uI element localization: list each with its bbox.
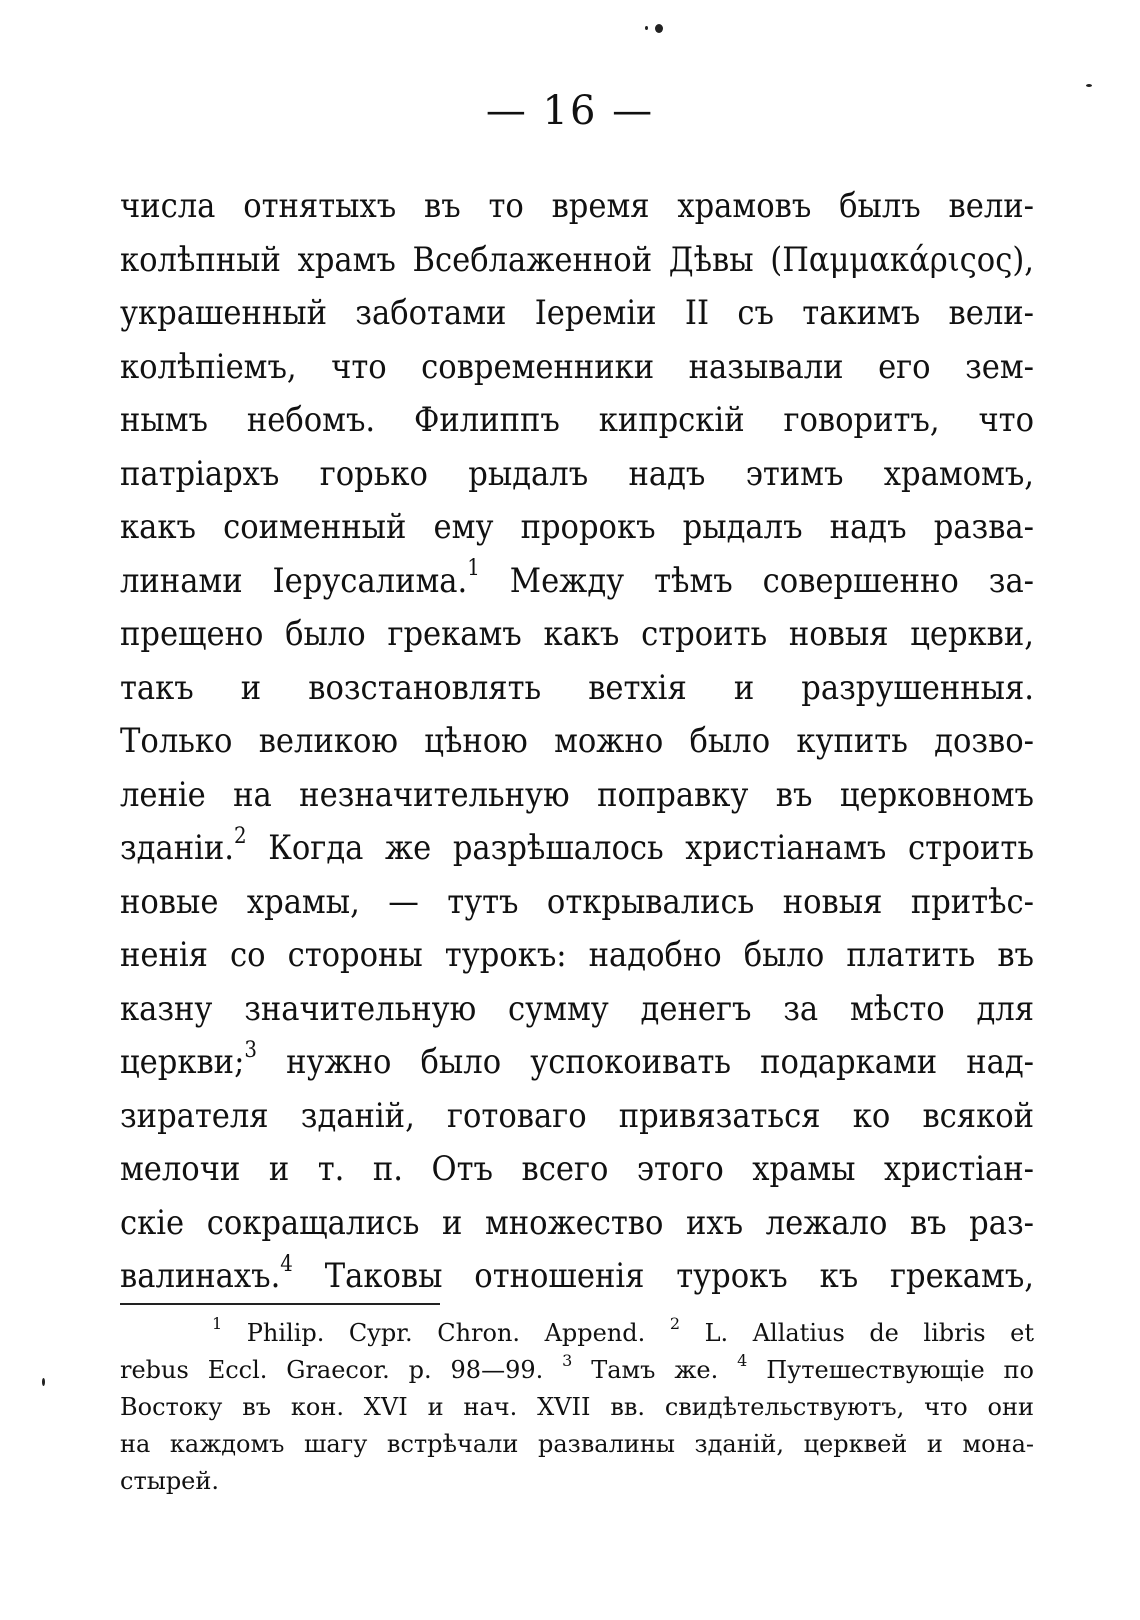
text-line <box>120 555 1034 609</box>
footnote-text: L. Allatius de libris et <box>680 1319 1034 1347</box>
main-text <box>120 180 1034 1304</box>
footnote-divider <box>120 1303 440 1305</box>
text-line: числа отнятыхъ въ то время храмовъ былъ вели- <box>120 186 1034 226</box>
footnote-marker: 4 <box>737 1352 748 1370</box>
footnote-marker: 1 <box>212 1315 223 1333</box>
page-number: — 16 — <box>485 88 655 134</box>
text-line <box>120 822 1034 876</box>
ink-speck <box>1086 84 1092 87</box>
text-segment: линами Іерусалима. <box>120 560 468 601</box>
text-line: мелочи и т. п. Отъ всего этого храмы христіан- <box>120 1149 1034 1189</box>
footnote-text: rebus Eccl. Graecor. p. 98—99. <box>120 1356 563 1384</box>
text-line <box>120 1036 1034 1090</box>
footnote-marker: 3 <box>562 1352 573 1370</box>
text-segment: Между тѣмъ совершенно за- <box>479 560 1034 601</box>
footnote-line: Востоку въ кон. XVI и нач. XVII вв. свидѣтельствуютъ, что они <box>120 1393 1034 1421</box>
text-segment: Таковы отношенія турокъ къ грекамъ, <box>292 1256 1034 1296</box>
text-line: ненія со стороны турокъ: надобно было платить въ <box>120 935 1034 975</box>
footnote-ref: 1 <box>467 556 480 582</box>
text-line <box>120 1250 1034 1304</box>
text-segment: зданіи. <box>120 828 235 868</box>
text-segment: валинахъ. <box>120 1256 281 1296</box>
text-line: леніе на незначительную поправку въ церковномъ <box>120 774 1034 815</box>
text-line: колѣпіемъ, что современники называли его зем- <box>120 346 1034 387</box>
text-line: зирателя зданій, готоваго привязаться ко всякой <box>120 1095 1034 1136</box>
text-line: прещено было грекамъ какъ строить новыя церкви, <box>120 614 1034 654</box>
footnote-text: Путешествующіе по <box>747 1356 1034 1384</box>
footnote-ref: 3 <box>244 1037 257 1063</box>
text-line: колѣпный храмъ Всеблаженной Дѣвы (Παμμακάριςος), <box>120 239 1034 280</box>
footnotes <box>120 1315 1034 1500</box>
text-line: украшенный заботами Іереміи II съ такимъ вели- <box>120 293 1034 333</box>
text-segment: нужно было успокоивать подарками над- <box>256 1042 1034 1082</box>
text-line: Только великою цѣною можно было купить дозво- <box>120 721 1034 761</box>
footnote-ref: 2 <box>234 823 247 849</box>
text-line: какъ соименный ему пророкъ рыдалъ надъ разва- <box>120 507 1034 547</box>
ink-speck <box>655 24 663 33</box>
footnote-line <box>120 1315 1034 1352</box>
footnote-line: стырей. <box>120 1467 220 1495</box>
text-line: казну значительную сумму денегъ за мѣсто для <box>120 988 1034 1029</box>
text-line: патріархъ горько рыдалъ надъ этимъ храмомъ, <box>120 453 1034 494</box>
footnote-line: на каждомъ шагу встрѣчали развалины зданій, церквей и мона- <box>120 1430 1034 1458</box>
ink-speck <box>645 26 648 30</box>
text-segment: Когда же разрѣшалось христіанамъ строить <box>246 828 1034 868</box>
ink-speck <box>42 1378 45 1386</box>
footnote-line <box>120 1352 1034 1389</box>
footnote-ref: 4 <box>280 1251 293 1277</box>
footnote-text: Philip. Cypr. Chron. Append. <box>222 1319 670 1347</box>
text-line: скіе сокращались и множество ихъ лежало въ раз- <box>120 1202 1034 1243</box>
footnote-text: Тамъ же. <box>572 1356 738 1384</box>
footnote-marker: 2 <box>669 1315 681 1333</box>
text-line: нымъ небомъ. Филиппъ кипрскій говоритъ, что <box>120 400 1034 440</box>
text-segment: церкви; <box>120 1042 245 1082</box>
text-line: такъ и возстановлять ветхія и разрушенныя. <box>120 667 1034 708</box>
text-line: новые храмы, — тутъ открывались новыя притѣс- <box>120 881 1034 922</box>
